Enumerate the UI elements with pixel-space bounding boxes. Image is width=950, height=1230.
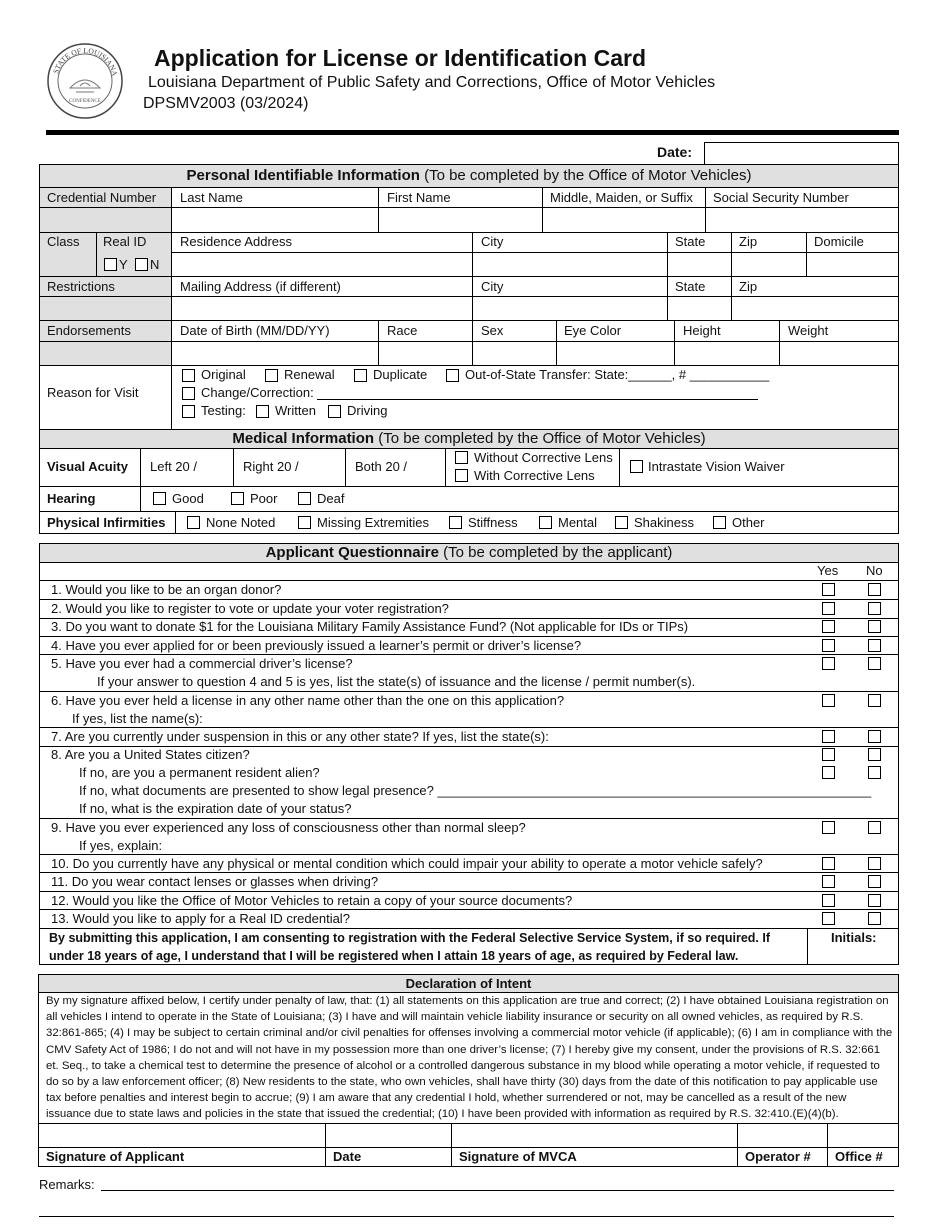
question-8b: If no, are you a permanent resident alien? <box>79 765 320 780</box>
left-eye-label: Left 20 / <box>150 459 197 474</box>
no-column-label: No <box>866 563 883 578</box>
missing-extremities-label: Missing Extremities <box>317 515 429 530</box>
race-label: Race <box>387 323 418 338</box>
dob-label: Date of Birth (MM/DD/YY) <box>180 323 330 338</box>
declaration-heading: Declaration of Intent <box>405 976 532 991</box>
q4-yes-checkbox[interactable] <box>822 639 835 652</box>
visual-acuity-label: Visual Acuity <box>47 459 128 474</box>
operator-number-label: Operator # <box>745 1149 811 1164</box>
written-label: Written <box>275 403 316 418</box>
right-eye-label: Right 20 / <box>243 459 299 474</box>
with-lens-label: With Corrective Lens <box>474 468 595 483</box>
signature-applicant-label: Signature of Applicant <box>46 1149 185 1164</box>
change-line[interactable] <box>317 399 758 400</box>
hearing-label: Hearing <box>47 491 96 506</box>
transfer-label: Out-of-State Transfer: State:______, # ___________ <box>465 367 770 382</box>
eye-color-label: Eye Color <box>564 323 622 338</box>
without-lens-checkbox[interactable] <box>455 451 468 464</box>
hearing-poor-label: Poor <box>250 491 278 506</box>
date-label: Date: <box>657 144 693 160</box>
remarks-line-1[interactable] <box>101 1190 894 1191</box>
q11-no-checkbox[interactable] <box>868 875 881 888</box>
selective-service-text-1: By submitting this application, I am consenting to registration with the Federal Selective Service System, if so required. If <box>49 931 770 945</box>
missing-extremities-checkbox[interactable] <box>298 516 311 529</box>
q3-yes-checkbox[interactable] <box>822 620 835 633</box>
testing-checkbox[interactable] <box>182 405 195 418</box>
duplicate-checkbox[interactable] <box>354 369 367 382</box>
mailing-city-label: City <box>481 279 504 294</box>
q1-no-checkbox[interactable] <box>868 583 881 596</box>
real-id-no-label: N <box>150 257 160 272</box>
question-2: 2. Would you like to register to vote or update your voter registration? <box>51 601 449 616</box>
driving-label: Driving <box>347 403 388 418</box>
hearing-good-label: Good <box>172 491 204 506</box>
stiffness-label: Stiffness <box>468 515 518 530</box>
signature-date-label: Date <box>333 1149 362 1164</box>
shakiness-label: Shakiness <box>634 515 694 530</box>
stiffness-checkbox[interactable] <box>449 516 462 529</box>
question-1: 1. Would you like to be an organ donor? <box>51 582 282 597</box>
vision-waiver-checkbox[interactable] <box>630 460 643 473</box>
state-label: State <box>675 234 706 249</box>
q11-yes-checkbox[interactable] <box>822 875 835 888</box>
original-label: Original <box>201 367 246 382</box>
question-3: 3. Do you want to donate $1 for the Louisiana Military Family Assistance Fund? (Not applicable for IDs or TIPs) <box>51 619 689 634</box>
renewal-label: Renewal <box>284 367 335 382</box>
sex-label: Sex <box>481 323 504 338</box>
transfer-checkbox[interactable] <box>446 369 459 382</box>
q6-no-checkbox[interactable] <box>868 694 881 707</box>
office-number-label: Office # <box>835 1149 883 1164</box>
mental-checkbox[interactable] <box>539 516 552 529</box>
q6-yes-checkbox[interactable] <box>822 694 835 707</box>
signature-mvca-label: Signature of MVCA <box>459 1149 577 1164</box>
q9-no-checkbox[interactable] <box>868 821 881 834</box>
initials-label: Initials: <box>831 930 877 945</box>
header-rule <box>46 130 899 135</box>
q13-yes-checkbox[interactable] <box>822 912 835 925</box>
question-5-note: If your answer to question 4 and 5 is yes, list the state(s) of issuance and the license / permit number(s). <box>97 674 696 689</box>
pii-heading: Personal Identifiable Information (To be completed by the Office of Motor Vehicles) <box>186 167 752 184</box>
question-9-note: If yes, explain: <box>79 838 163 853</box>
real-id-no-checkbox[interactable] <box>135 258 148 271</box>
with-lens-checkbox[interactable] <box>455 469 468 482</box>
middle-name-label: Middle, Maiden, or Suffix <box>550 190 693 205</box>
last-name-label: Last Name <box>180 190 243 205</box>
yes-column-label: Yes <box>817 563 839 578</box>
question-12: 12. Would you like the Office of Motor Vehicles to retain a copy of your source documents? <box>51 893 573 908</box>
other-infirmity-checkbox[interactable] <box>713 516 726 529</box>
without-lens-label: Without Corrective Lens <box>474 450 613 465</box>
question-10: 10. Do you currently have any physical or mental condition which could impair your ability to operate a motor vehicle safely? <box>51 856 763 871</box>
real-id-yes-checkbox[interactable] <box>104 258 117 271</box>
q7-no-checkbox[interactable] <box>868 730 881 743</box>
remarks-line-2[interactable] <box>39 1216 894 1217</box>
question-13: 13. Would you like to apply for a Real ID credential? <box>51 911 350 926</box>
hearing-poor-checkbox[interactable] <box>231 492 244 505</box>
q2-no-checkbox[interactable] <box>868 602 881 615</box>
restrictions-label: Restrictions <box>47 279 115 294</box>
q1-yes-checkbox[interactable] <box>822 583 835 596</box>
q5-no-checkbox[interactable] <box>868 657 881 670</box>
question-6: 6. Have you ever held a license in any other name other than the one on this application? <box>51 693 565 708</box>
other-infirmity-label: Other <box>732 515 765 530</box>
real-id-label: Real ID <box>103 234 147 249</box>
question-4: 4. Have you ever applied for or been previously issued a learner’s permit or driver’s license? <box>51 638 582 653</box>
q4-no-checkbox[interactable] <box>868 639 881 652</box>
hearing-deaf-checkbox[interactable] <box>298 492 311 505</box>
testing-label: Testing: <box>201 403 246 418</box>
none-noted-label: None Noted <box>206 515 276 530</box>
question-9: 9. Have you ever experienced any loss of consciousness other than normal sleep? <box>51 820 526 835</box>
class-label: Class <box>47 234 80 249</box>
shakiness-checkbox[interactable] <box>615 516 628 529</box>
mailing-state-label: State <box>675 279 706 294</box>
mental-label: Mental <box>558 515 598 530</box>
city-label: City <box>481 234 504 249</box>
q10-no-checkbox[interactable] <box>868 857 881 870</box>
declaration-text: By my signature affixed below, I certify under penalty of law, that: (1) all statements on this application are true and correct; (2) I have obtained Louisiana registration on all vehicles I intend to operate in the State of Louisiana; (3) I have and will maintain vehicle liability insurance or security on all owned vehicles, as required by R.S. 32:861-865; (4) I may be subject to certain criminal and/or civil penalties for offenses involving a commercial motor vehicle (if applicable); (6) I am in compliance with the CMV Safety Act of 1986; I do not and will not have in my possession more than one driver’s license; (7) I hereby give my consent, under the provisions of R.S. 32:661 et. Seq., to take a chemical test to determine the presence of alcohol or a controlled dangerous substance in my blood while operating a motor vehicle, if requested to do so by a law enforcement officer; (8) New residents to the state, who own vehicles, shall have thirty (30) days from the date of this notification to pay applicable use tax before penalties and interest begin to accrue; (9) I am aware that any credential I hold, whether surrendered or not, may be cancelled as a result of the new issuance due to state laws and policies in the state that issued the credential; (10) I have been provided with information as required by R.S. 32:410.(E)(4)(b). <box>46 995 893 1121</box>
weight-label: Weight <box>788 323 829 338</box>
change-checkbox[interactable] <box>182 387 195 400</box>
reason-label: Reason for Visit <box>47 385 139 400</box>
mailing-zip-label: Zip <box>739 279 758 294</box>
question-8c: If no, what documents are presented to show legal presence? ____________________________________________________________ <box>79 783 872 798</box>
selective-service-text-2: under 18 years of age, I understand that I will be registered when I attain 18 years of age, as required by Federal law. <box>49 949 739 963</box>
vision-waiver-label: Intrastate Vision Waiver <box>648 459 785 474</box>
credential-number-label: Credential Number <box>47 190 157 205</box>
residence-label: Residence Address <box>180 234 293 249</box>
q8b-no-checkbox[interactable] <box>868 766 881 779</box>
duplicate-label: Duplicate <box>373 367 428 382</box>
form-subtitle: Louisiana Department of Public Safety and Corrections, Office of Motor Vehicles DPSMV2003 (03/2024) <box>143 74 716 112</box>
hearing-good-checkbox[interactable] <box>153 492 166 505</box>
q8-no-checkbox[interactable] <box>868 748 881 761</box>
mailing-label: Mailing Address (if different) <box>180 279 341 294</box>
q5-yes-checkbox[interactable] <box>822 657 835 670</box>
remarks-label: Remarks: <box>39 1177 95 1192</box>
state-seal <box>46 42 124 120</box>
change-label: Change/Correction: <box>201 385 314 400</box>
form-title: Application for License or Identification Card <box>154 45 646 71</box>
date-field[interactable] <box>704 142 899 165</box>
question-8: 8. Are you a United States citizen? <box>51 747 250 762</box>
question-7: 7. Are you currently under suspension in this or any other state? If yes, list the state(s): <box>51 729 549 744</box>
q8b-yes-checkbox[interactable] <box>822 766 835 779</box>
q2-yes-checkbox[interactable] <box>822 602 835 615</box>
domicile-label: Domicile <box>814 234 864 249</box>
questionnaire-heading: Applicant Questionnaire (To be completed by the applicant) <box>265 544 673 561</box>
real-id-yes-label: Y <box>119 257 128 272</box>
both-eyes-label: Both 20 / <box>355 459 408 474</box>
q13-no-checkbox[interactable] <box>868 912 881 925</box>
q8-yes-checkbox[interactable] <box>822 748 835 761</box>
ssn-label: Social Security Number <box>713 190 849 205</box>
question-8d: If no, what is the expiration date of your status? <box>79 801 352 816</box>
svg-text:CONFIDENCE: CONFIDENCE <box>69 99 101 104</box>
q12-no-checkbox[interactable] <box>868 894 881 907</box>
q7-yes-checkbox[interactable] <box>822 730 835 743</box>
original-checkbox[interactable] <box>182 369 195 382</box>
driving-checkbox[interactable] <box>328 405 341 418</box>
q9-yes-checkbox[interactable] <box>822 821 835 834</box>
q12-yes-checkbox[interactable] <box>822 894 835 907</box>
question-11: 11. Do you wear contact lenses or glasses when driving? <box>51 874 379 889</box>
endorsements-label: Endorsements <box>47 323 131 338</box>
q3-no-checkbox[interactable] <box>868 620 881 633</box>
zip-label: Zip <box>739 234 758 249</box>
question-5: 5. Have you ever had a commercial driver’s license? <box>51 656 353 671</box>
hearing-deaf-label: Deaf <box>317 491 345 506</box>
infirmities-label: Physical Infirmities <box>47 515 166 530</box>
q10-yes-checkbox[interactable] <box>822 857 835 870</box>
svg-text:STATE OF LOUISIANA: STATE OF LOUISIANA <box>51 45 120 77</box>
medical-heading: Medical Information (To be completed by the Office of Motor Vehicles) <box>232 430 706 447</box>
none-noted-checkbox[interactable] <box>187 516 200 529</box>
height-label: Height <box>683 323 721 338</box>
question-6-note: If yes, list the name(s): <box>72 711 203 726</box>
renewal-checkbox[interactable] <box>265 369 278 382</box>
first-name-label: First Name <box>387 190 451 205</box>
written-checkbox[interactable] <box>256 405 269 418</box>
